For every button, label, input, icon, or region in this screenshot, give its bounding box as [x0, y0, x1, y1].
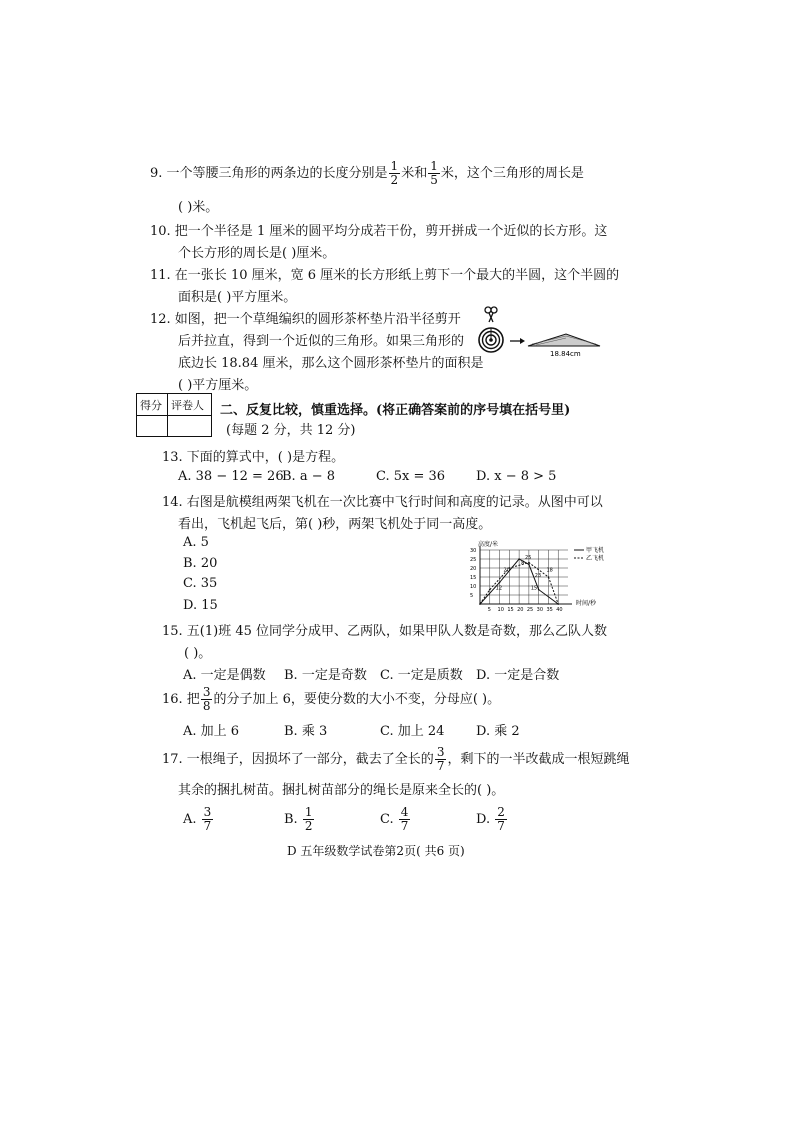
triangle-base-label: 18.84cm [550, 350, 581, 358]
x-tick-label: 40 [556, 607, 563, 613]
q13-option-c: C. 5x = 36 [376, 469, 446, 484]
grader-label: 评卷人 [171, 399, 204, 412]
fraction: $\frac{3}{7}$ [436, 745, 445, 773]
q14-option-a: A. 5 [183, 535, 209, 550]
coaster-figure [474, 302, 604, 358]
point-value-label: 8 [521, 560, 525, 567]
x-tick-label: 15 [507, 607, 514, 613]
point-value-label: 25 [524, 555, 532, 561]
data-point [479, 603, 481, 605]
point-value-label: 23 [534, 573, 542, 579]
y-tick-label: 10 [470, 584, 477, 590]
q13-option-b: B. a − 8 [282, 469, 335, 484]
data-point [518, 558, 520, 560]
page-footer: D 五年级数学试卷第2页( 共6 页) [287, 844, 465, 858]
y-axis-label: 高度/米 [478, 541, 499, 548]
q13-stem: 13. 下面的算式中，( )是方程。 [162, 450, 345, 465]
point-value-label: 20 [503, 567, 510, 574]
point-value-label: 12 [495, 585, 503, 592]
arrow-right-icon [510, 338, 525, 344]
q16-option-b: B. 乘 3 [284, 724, 328, 739]
x-axis-label: 时间/秒 [576, 600, 597, 607]
legend-label: 乙飞机 [586, 555, 605, 562]
data-point [499, 582, 501, 584]
q12-line1: 12. 如图，把一个草绳编织的圆形茶杯垫片沿半径剪开 [150, 312, 461, 327]
q14-line1: 14. 右图是航模组两架飞机在一次比赛中飞行时间和高度的记录。从图中可以 [162, 495, 603, 510]
q15-line1: 15. 五(1)班 45 位同学分成甲、乙两队，如果甲队人数是奇数，那么乙队人数 [162, 624, 608, 639]
fraction: $\frac{1}{5}$ [430, 159, 438, 187]
q15-option-a: A. 一定是偶数 [183, 668, 266, 683]
data-point [557, 603, 559, 605]
fraction: $\frac{1}{2}$ [390, 159, 399, 187]
q9-text: 9. 一个等腰三角形的两条边的长度分别是 [150, 166, 388, 181]
q15-option-d: D. 一定是合数 [476, 668, 560, 683]
x-tick-label: 25 [526, 607, 534, 613]
x-tick-label: 30 [536, 607, 544, 613]
scissors-icon [485, 307, 497, 322]
q14-option-b: B. 20 [183, 556, 218, 571]
q17-option-d: D. $\frac{2}{7}$ [476, 805, 505, 833]
q12-line2: 后并拉直，得到一个近似的三角形。如果三角形的 [178, 334, 465, 349]
q14-option-d: D. 15 [183, 598, 218, 613]
q9-line1: 9. 一个等腰三角形的两条边的长度分别是 $\frac{1}{2}$ 米和 $\frac{1}{5}$ 米，这个三角形的周长是 [150, 159, 584, 187]
q15-line2: ( )。 [184, 646, 212, 661]
y-tick-label: 5 [470, 593, 474, 599]
triangle-figure [528, 334, 600, 346]
q10-line1: 10. 把一个半径是 1 厘米的圆平均分成若干份，剪开拼成一个近似的长方形。这 [150, 224, 608, 239]
q17-option-a: A. $\frac{3}{7}$ [183, 805, 212, 833]
q11-line1: 11. 在一张长 10 厘米，宽 6 厘米的长方形纸上剪下一个最大的半圆，这个半圆的 [150, 268, 620, 283]
q17-option-b: B. $\frac{1}{2}$ [284, 805, 313, 833]
q17-option-c: C. $\frac{4}{7}$ [380, 805, 409, 833]
point-value-label: 18 [546, 567, 553, 574]
q17-line2: 其余的捆扎树苗。捆扎树苗部分的绳长是原来全长的( )。 [178, 783, 505, 798]
coaster-circle [479, 328, 503, 352]
section2-title: 二、反复比较，慎重选择。(将正确答案前的序号填在括号里) [220, 403, 571, 418]
q13-option-d: D. x − 8 > 5 [476, 469, 557, 484]
flight-chart [460, 538, 610, 614]
q16-stem: 16. 把 $\frac{3}{8}$ 的分子加上 6，要使分数的大小不变，分母应( )。 [162, 685, 501, 713]
q12-line4: ( )平方厘米。 [178, 378, 258, 393]
data-point [548, 576, 550, 578]
q16-option-d: D. 乘 2 [476, 724, 520, 739]
data-point [538, 589, 540, 591]
y-tick-label: 20 [470, 566, 477, 572]
legend-label: 甲飞机 [586, 547, 605, 554]
fraction: $\frac{3}{8}$ [202, 685, 211, 713]
data-point [528, 564, 530, 566]
q15-option-c: C. 一定是质数 [380, 668, 463, 683]
q11-line2: 面积是( )平方厘米。 [178, 290, 297, 305]
data-point [489, 589, 491, 591]
section2-subtitle: (每题 2 分，共 12 分) [226, 423, 356, 438]
q14-line2: 看出，飞机起飞后，第( )秒，两架飞机处于同一高度。 [178, 517, 492, 532]
q9-answer-line: ( )米。 [178, 200, 219, 215]
q15-option-b: B. 一定是奇数 [284, 668, 367, 683]
x-tick-label: 5 [487, 607, 491, 613]
x-tick-label: 35 [546, 607, 553, 613]
q17-line1: 17. 一根绳子，因损坏了一部分，截去了全长的 $\frac{3}{7}$ ，剩下的一半改截成一根短跳绳 [162, 745, 630, 773]
q16-option-c: C. 加上 24 [380, 724, 445, 739]
x-tick-label: 10 [497, 607, 504, 613]
score-box [136, 393, 212, 437]
q12-line3: 底边长 18.84 厘米，那么这个圆形茶杯垫片的面积是 [178, 356, 484, 371]
data-point [528, 562, 530, 564]
y-tick-label: 15 [470, 575, 477, 581]
q14-option-c: C. 35 [183, 576, 218, 591]
score-label: 得分 [140, 399, 162, 412]
point-value-label: 15 [530, 585, 538, 592]
q10-line2: 个长方形的周长是( )厘米。 [178, 246, 336, 261]
x-tick-label: 20 [517, 607, 524, 613]
y-tick-label: 30 [470, 548, 477, 554]
q13-option-a: A. 38 − 12 = 26 [178, 469, 284, 484]
y-tick-label: 25 [470, 557, 477, 563]
q16-option-a: A. 加上 6 [183, 724, 240, 739]
